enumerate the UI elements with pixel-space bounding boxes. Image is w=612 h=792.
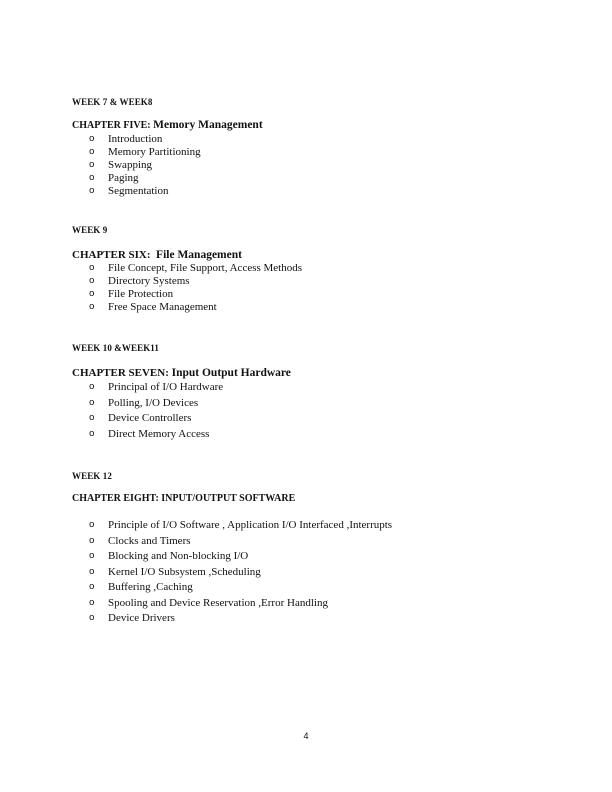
chapter-prefix: CHAPTER SIX: bbox=[72, 249, 157, 261]
list-item: o Polling, I/O Devices bbox=[72, 396, 552, 412]
bullet-icon: o bbox=[89, 147, 95, 157]
list-item: o Device Drivers bbox=[72, 611, 552, 627]
list-item: o File Concept, File Support, Access Methods bbox=[89, 262, 303, 274]
bullet-icon: o bbox=[89, 173, 95, 183]
topic-list bbox=[72, 518, 552, 627]
chapter-heading bbox=[72, 248, 552, 262]
chapter-title: Memory Management bbox=[153, 119, 263, 131]
list-item: o Buffering ,Caching bbox=[72, 580, 552, 596]
bullet-icon: o bbox=[89, 551, 95, 561]
week-heading: WEEK 12 bbox=[72, 471, 112, 481]
chapter-prefix: CHAPTER FIVE: bbox=[72, 120, 154, 131]
list-item: o File Protection bbox=[89, 288, 174, 300]
list-item: o Direct Memory Access bbox=[72, 427, 552, 443]
list-item: o Segmentation bbox=[89, 185, 169, 197]
chapter-prefix: CHAPTER EIGHT: bbox=[72, 493, 162, 504]
chapter-prefix: CHAPTER SEVEN: bbox=[72, 367, 172, 379]
list-item: o Spooling and Device Reservation ,Error Handling bbox=[72, 596, 552, 612]
list-item: o Memory Partitioning bbox=[89, 146, 201, 158]
section-week-7-8 bbox=[72, 96, 552, 198]
chapter-heading bbox=[72, 118, 552, 133]
bullet-icon: o bbox=[89, 382, 95, 392]
list-item: o Clocks and Timers bbox=[72, 534, 552, 550]
list-item: o Principal of I/O Hardware bbox=[72, 380, 552, 396]
list-item: o Kernel I/O Subsystem ,Scheduling bbox=[72, 565, 552, 581]
list-item: o Paging bbox=[89, 172, 139, 184]
week-heading: WEEK 7 & WEEK8 bbox=[72, 97, 153, 107]
list-item: o Swapping bbox=[89, 159, 152, 171]
bullet-icon: o bbox=[89, 520, 95, 530]
list-item: o Principle of I/O Software , Application I/O Interfaced ,Interrupts bbox=[72, 518, 552, 534]
bullet-icon: o bbox=[89, 566, 95, 577]
topic-list bbox=[72, 133, 552, 198]
chapter-heading bbox=[72, 492, 552, 506]
bullet-icon: o bbox=[89, 160, 95, 170]
bullet-icon: o bbox=[89, 413, 95, 423]
list-item: o Device Controllers bbox=[72, 411, 552, 427]
bullet-icon: o bbox=[89, 613, 95, 623]
bullet-icon: o bbox=[89, 302, 95, 312]
bullet-icon: o bbox=[89, 597, 95, 608]
topic-list bbox=[72, 380, 552, 442]
bullet-icon: o bbox=[89, 134, 95, 144]
chapter-title: Input Output Hardware bbox=[171, 367, 291, 379]
list-item: o Blocking and Non-blocking I/O bbox=[72, 549, 552, 565]
bullet-icon: o bbox=[89, 582, 95, 592]
week-heading: WEEK 10 &WEEK11 bbox=[72, 343, 160, 353]
chapter-title: File Management bbox=[156, 249, 242, 261]
bullet-icon: o bbox=[89, 276, 95, 286]
bullet-icon: o bbox=[89, 289, 95, 299]
chapter-title: INPUT/OUTPUT SOFTWARE bbox=[161, 493, 296, 504]
section-week-9 bbox=[72, 224, 552, 314]
list-item: o Free Space Management bbox=[89, 301, 217, 313]
bullet-icon: o bbox=[89, 263, 95, 273]
section-week-10-11 bbox=[72, 342, 552, 442]
list-item: o Directory Systems bbox=[89, 275, 190, 287]
bullet-icon: o bbox=[89, 186, 95, 196]
page-number: 4 bbox=[303, 731, 309, 741]
week-heading: WEEK 9 bbox=[72, 225, 108, 235]
topic-list bbox=[72, 262, 552, 314]
section-week-12 bbox=[72, 470, 552, 627]
chapter-heading bbox=[72, 366, 552, 380]
bullet-icon: o bbox=[89, 428, 95, 439]
bullet-icon: o bbox=[89, 535, 95, 546]
list-item: o Introduction bbox=[89, 133, 163, 145]
bullet-icon: o bbox=[89, 397, 95, 408]
